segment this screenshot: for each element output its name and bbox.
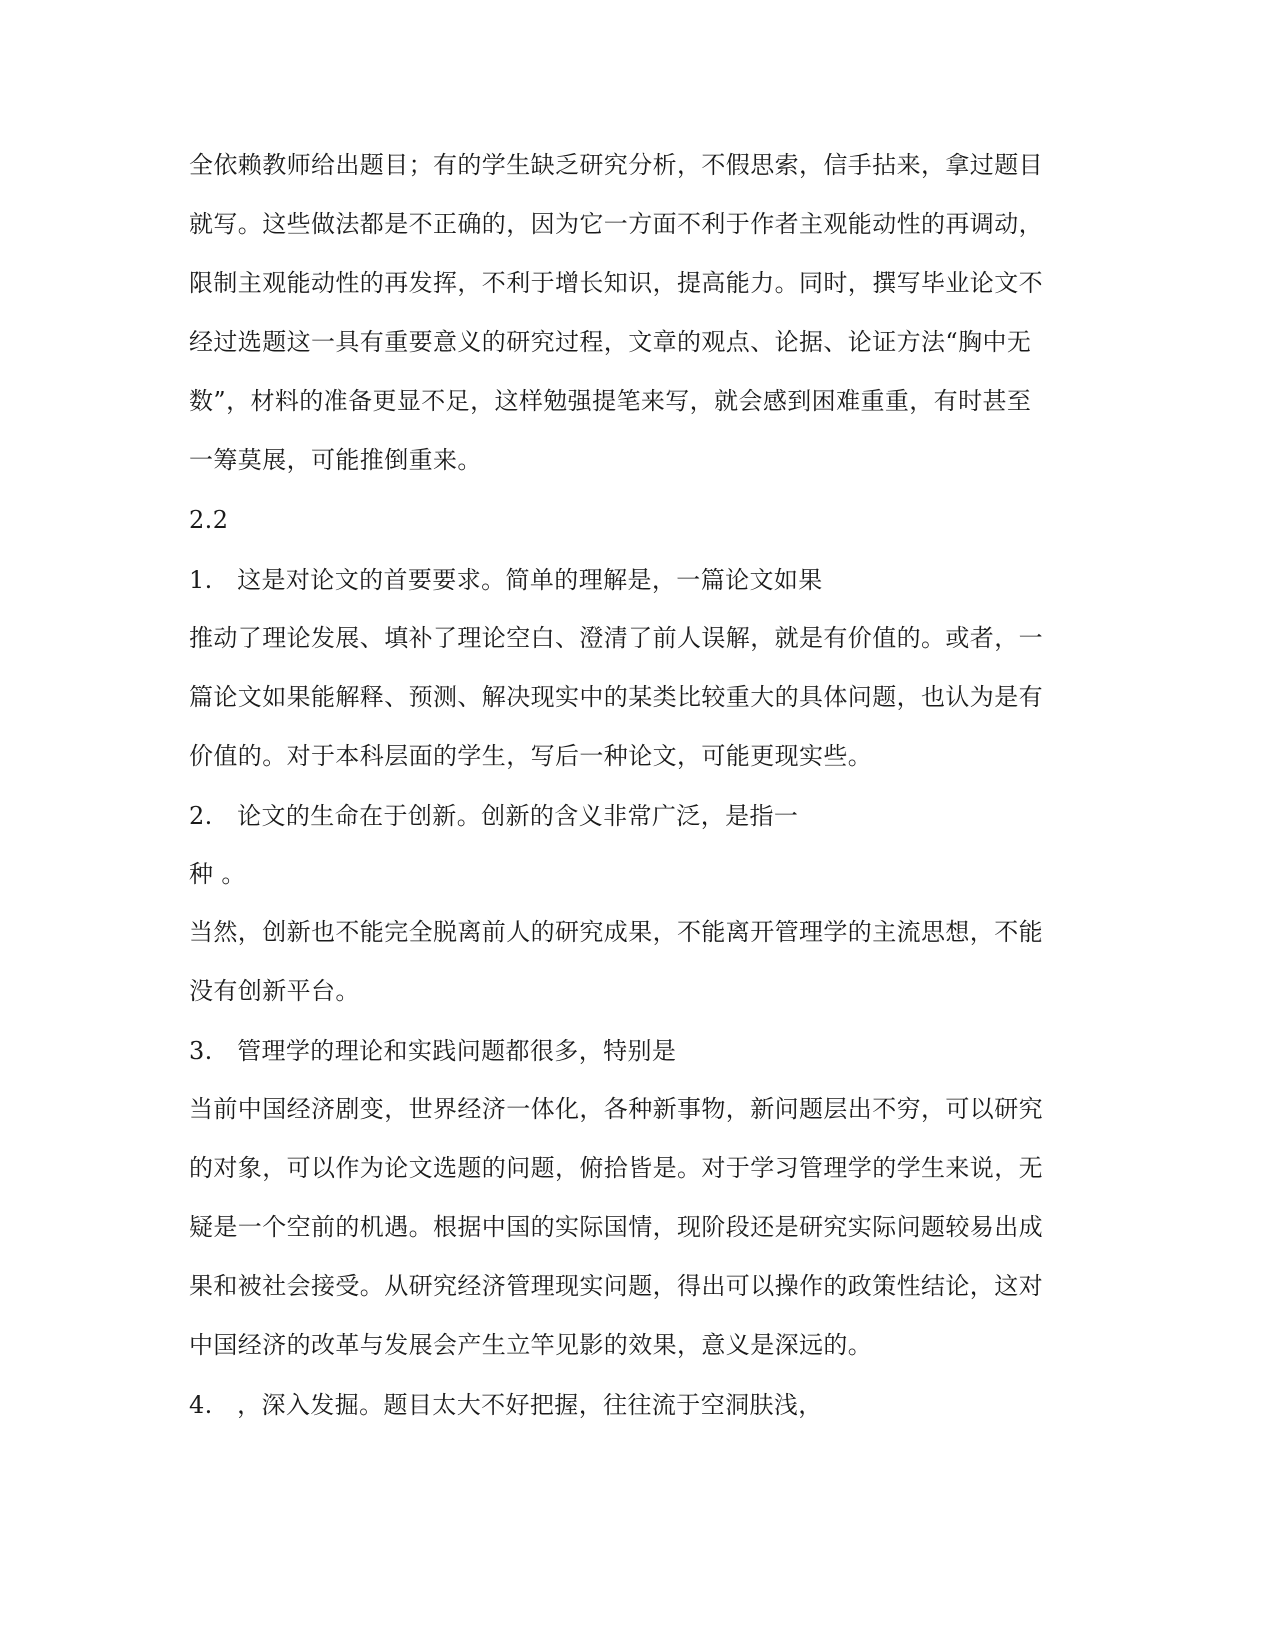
text-line: 价值的。对于本科层面的学生，写后一种论文，可能更现实些。 [189,742,873,770]
section-number: 2.2 [189,506,229,534]
list-item-2: 2. 论文的生命在于创新。创新的含义非常广泛，是指一 [189,802,799,830]
list-item-1: 1. 这是对论文的首要要求。简单的理解是，一篇论文如果 [189,566,823,594]
text-line: 果和被社会接受。从研究经济管理现实问题，得出可以操作的政策性结论，这对 [189,1272,1043,1300]
text-line: 就写。这些做法都是不正确的，因为它一方面不利于作者主观能动性的再调动， [189,210,1043,238]
list-item-4: 4. ，深入发掘。题目太大不好把握，往往流于空洞肤浅， [189,1391,823,1419]
list-item-3: 3. 管理学的理论和实践问题都很多，特别是 [189,1037,677,1065]
text-line: 一筹莫展，可能推倒重来。 [189,446,482,474]
text-line: 经过选题这一具有重要意义的研究过程，文章的观点、论据、论证方法“胸中无 [189,328,1032,356]
text-line: 疑是一个空前的机遇。根据中国的实际国情，现阶段还是研究实际问题较易出成 [189,1213,1043,1241]
text-line: 限制主观能动性的再发挥，不利于增长知识，提高能力。同时，撰写毕业论文不 [189,269,1043,297]
text-line: 中国经济的改革与发展会产生立竿见影的效果，意义是深远的。 [189,1331,873,1359]
text-line: 全依赖教师给出题目；有的学生缺乏研究分析，不假思索，信手拈来，拿过题目 [189,151,1043,179]
text-line: 推动了理论发展、填补了理论空白、澄清了前人误解，就是有价值的。或者，一 [189,624,1043,652]
text-line: 当然，创新也不能完全脱离前人的研究成果，不能离开管理学的主流思想，不能 [189,918,1043,946]
text-line: 种 。 [189,860,246,888]
text-line: 数”，材料的准备更显不足，这样勉强提笔来写，就会感到困难重重，有时甚至 [189,387,1032,415]
text-line: 的对象，可以作为论文选题的问题，俯拾皆是。对于学习管理学的学生来说，无 [189,1154,1043,1182]
text-line: 没有创新平台。 [189,977,360,1005]
text-line: 篇论文如果能解释、预测、解决现实中的某类比较重大的具体问题，也认为是有 [189,683,1043,711]
text-line: 当前中国经济剧变，世界经济一体化，各种新事物，新问题层出不穷，可以研究 [189,1095,1043,1123]
